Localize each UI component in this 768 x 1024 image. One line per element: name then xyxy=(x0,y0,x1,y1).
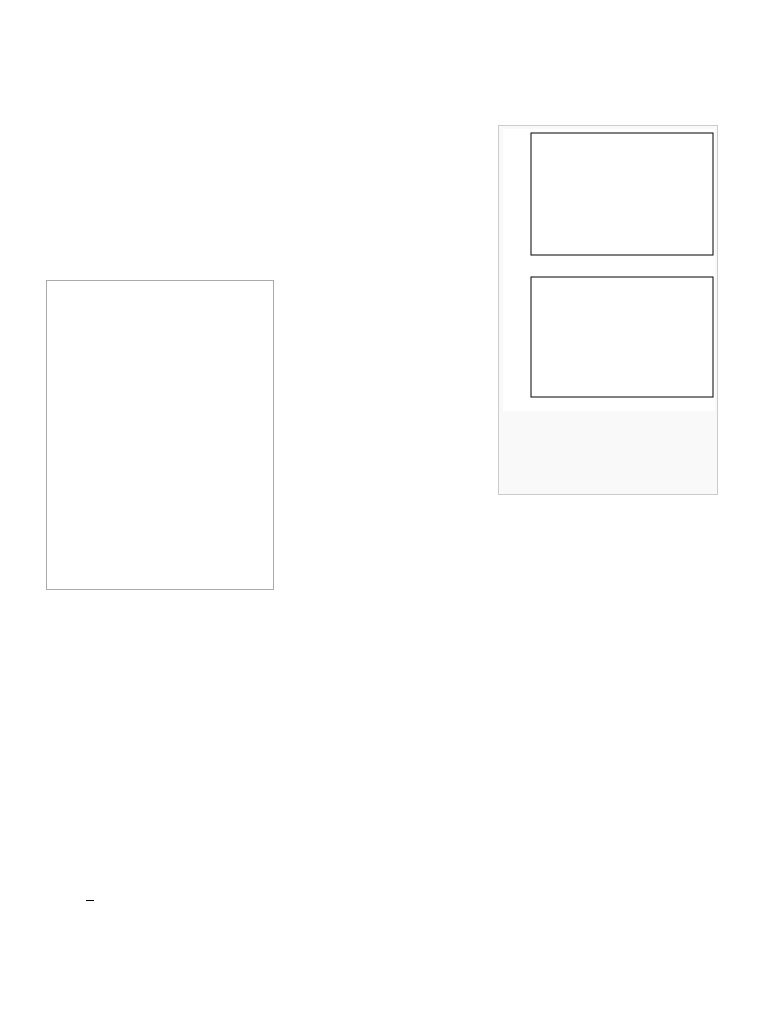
figure-thumbnail xyxy=(498,125,718,495)
figure-image[interactable] xyxy=(503,129,715,411)
autocorrelation-formula xyxy=(86,888,94,910)
formula-denominator xyxy=(86,901,94,903)
table-of-contents xyxy=(46,280,274,590)
print-header xyxy=(0,0,768,16)
top-plot-frame xyxy=(531,133,713,255)
autocorrelation-figure xyxy=(503,129,715,411)
bottom-plot-frame xyxy=(531,277,713,397)
statistics-paragraph-1 xyxy=(46,752,716,778)
